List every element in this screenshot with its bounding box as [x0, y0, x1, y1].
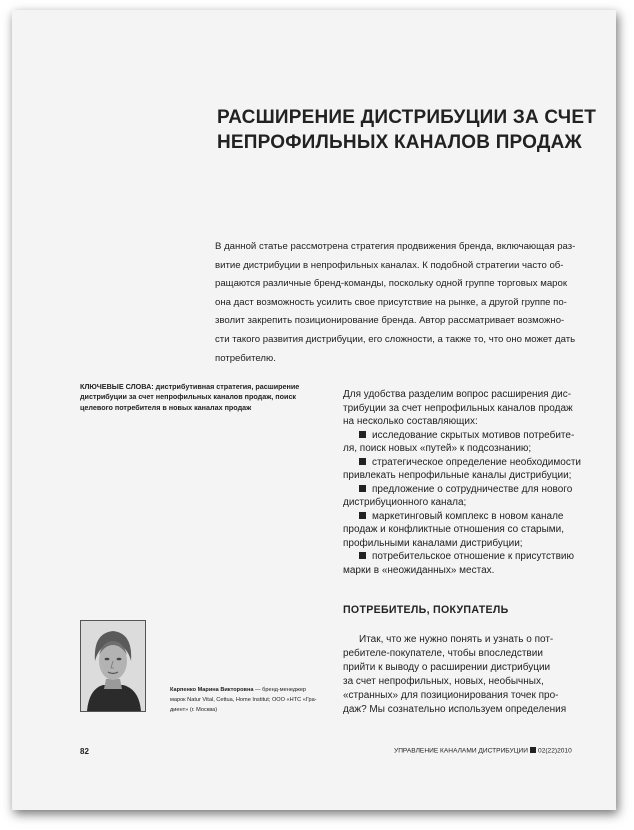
body-column-intro — [343, 388, 603, 577]
bullet-square-icon — [359, 485, 366, 492]
section-heading: ПОТРЕБИТЕЛЬ, ПОКУПАТЕЛЬ — [343, 604, 509, 616]
list-item: исследование скрытых мотивов потребите- — [343, 429, 603, 443]
list-item-continuation: привлекать непрофильные каналы дистрибуции; — [343, 470, 572, 481]
running-footer — [394, 747, 572, 755]
list-item-continuation: марки в «неожиданных» местах. — [343, 564, 495, 576]
list-item: маркетинговый комплекс в новом канале — [343, 510, 603, 524]
journal-page — [12, 10, 616, 810]
list-item: потребительское отношение к присутствию — [343, 550, 603, 564]
abstract-line: витие дистрибуции в непрофильных каналах. К подобной стратегии часто об- — [215, 259, 564, 271]
body-line: прийти к выводу о расширении дистрибуции — [343, 661, 551, 673]
abstract-line: сти такого развития дистрибуции, его сложности, а также то, что оно может дать — [215, 333, 576, 345]
body-line: ребителе-покупателе, чтобы впоследствии — [343, 647, 543, 659]
article-title-line: НЕПРОФИЛЬНЫХ КАНАЛОВ ПРОДАЖ — [217, 132, 582, 153]
author-name: Карпенко Марина Викторовна — [170, 687, 254, 693]
abstract-line: ращаются различные бренд-команды, поскольку одной группе торговых марок — [215, 278, 568, 290]
bullet-square-icon — [359, 431, 366, 438]
list-item: предложение о сотрудничестве для нового — [343, 483, 603, 497]
body-line: Итак, что же нужно понять и узнать о пот- — [359, 634, 554, 645]
abstract-line: зволит закрепить позиционирование бренда. Автор рассматривает возможно- — [215, 315, 565, 327]
body-line: «странных» для позиционирования точек про- — [343, 689, 559, 701]
article-title — [217, 105, 597, 155]
list-item: стратегическое определение необходимости — [343, 456, 603, 470]
keywords-line: дистрибуции за счет непрофильных каналов продаж, поиск — [80, 392, 297, 402]
body-line: на несколько составляющих: — [343, 416, 478, 427]
list-item-continuation: продаж и конфликтные отношения со старыми, — [343, 524, 565, 535]
bullet-square-icon — [359, 458, 366, 465]
body-line: за счет непрофильных, новых, необычных, — [343, 675, 544, 687]
abstract-line: она даст возможность усилить свое присутствие на рынке, а другой группе по- — [215, 296, 567, 308]
abstract-line: потребителю. — [215, 352, 276, 364]
keywords-line: целевого потребителя в новых каналах продаж — [80, 402, 252, 412]
issue-number: 02(22)2010 — [538, 747, 572, 755]
author-info-line: диент» (г. Москва) — [170, 707, 218, 713]
abstract-line: В данной статье рассмотрена стратегия продвижения бренда, включающая раз- — [215, 241, 576, 252]
journal-name: УПРАВЛЕНИЕ КАНАЛАМИ ДИСТРИБУЦИИ — [394, 747, 529, 755]
author-portrait-image — [81, 621, 145, 711]
article-title-line: РАСШИРЕНИЕ ДИСТРИБУЦИИ ЗА СЧЕТ — [217, 107, 597, 128]
author-info-line: марок Natur Vital, Cettua, Home Institut; ООО «НТС «Гра- — [170, 697, 317, 703]
footer-square-icon — [530, 747, 536, 753]
keywords-block — [80, 382, 320, 413]
body-line: даж? Мы сознательно используем определения — [343, 703, 567, 715]
bullet-square-icon — [359, 512, 366, 519]
body-line: Для удобства разделим вопрос расширения дис- — [343, 389, 572, 400]
keywords-line: КЛЮЧЕВЫЕ СЛОВА: дистрибутивная стратегия, расширение — [80, 382, 300, 391]
author-photo — [80, 620, 146, 712]
body-line: трибуции за счет непрофильных каналов продаж — [343, 402, 573, 414]
article-abstract — [215, 238, 593, 368]
author-role: — бренд-менеджер — [253, 687, 307, 693]
author-info — [170, 685, 335, 715]
list-item-continuation: дистрибуционного канала; — [343, 497, 467, 508]
body-column-section — [343, 633, 603, 716]
list-item-continuation: ля, поиск новых «путей» к подсознанию; — [343, 443, 532, 454]
page-number: 82 — [80, 747, 89, 756]
list-item-continuation: профильными каналами дистрибуции; — [343, 537, 523, 549]
bullet-square-icon — [359, 552, 366, 559]
